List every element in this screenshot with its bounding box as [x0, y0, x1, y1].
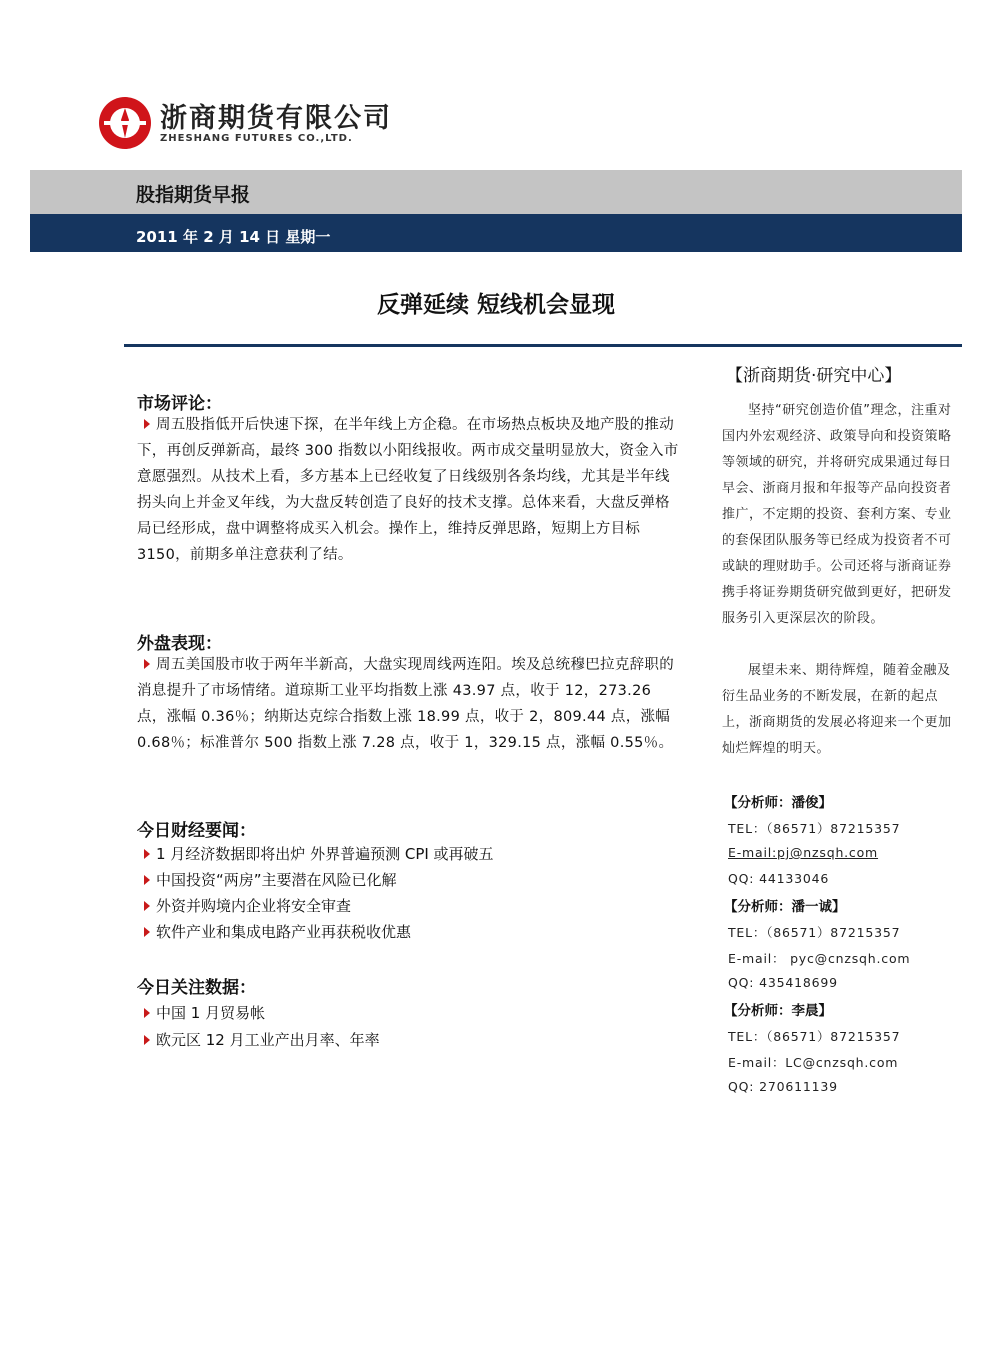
market-commentary-text: 周五股指低开后快速下探，在半年线上方企稳。在市场热点板块及地产股的推动下，再创反弹新高，最终 300 指数以小阳线报收。两市成交量明显放大，资金入市意愿强烈。从技术上看，多方基本上已经收复了日线级别各条均线，尤其是半年线拐头向上并金叉年线，为大盘反转创造了良好的技术支撑。总体来看，大盘反弹格局已经形成，盘中调整将成买入机会。操作上，维持反弹思路，短期上方目标 3150，前期多单注意获利了结。 [137, 417, 679, 563]
analyst-email[interactable]: E-mail：LC@cnzsqh.com [728, 1055, 899, 1070]
headline: 反弹延续 短线机会显现 [376, 292, 615, 318]
overseas-market-text: 周五美国股市收于两年半新高，大盘实现周线两连阳。埃及总统穆巴拉克辞职的消息提升了市场情绪。道琼斯工业平均指数上涨 43.97 点，收于 12，273.26 点，涨幅 0.36％；纳斯达克综合指数上涨 18.99 点，收于 2，809.44 点，涨幅 0.68％；标准普尔 500 指数上涨 7.28 点，收于 1，329.15 点，涨幅 0.55％。 [137, 657, 674, 751]
bullet-icon [144, 901, 150, 911]
company-name-en: ZHESHANG FUTURES CO.,LTD. [160, 133, 353, 144]
report-type: 股指期货早报 [136, 184, 251, 206]
news-item: 软件产业和集成电路产业再获税收优惠 [137, 921, 411, 942]
financial-news-title: 今日财经要闻： [137, 821, 256, 841]
news-item: 中国投资“两房”主要潜在风险已化解 [137, 869, 397, 890]
data-item: 中国 1 月贸易帐 [137, 1002, 265, 1023]
company-logo-icon [96, 94, 154, 152]
research-center-title: 【浙商期货·研究中心】 [726, 366, 902, 386]
bullet-icon [144, 927, 150, 937]
analyst-tel: TEL：（86571）87215357 [728, 821, 901, 836]
research-center-outlook: 展望未来、期待辉煌，随着金融及衍生品业务的不断发展，在新的起点上，浙商期货的发展必将迎来一个更加灿烂辉煌的明天。 [722, 663, 952, 756]
company-name-cn: 浙商期货有限公司 [160, 103, 392, 134]
news-item: 1 月经济数据即将出炉 外界普遍预测 CPI 或再破五 [137, 843, 494, 864]
bullet-icon [144, 1008, 150, 1018]
data-item: 欧元区 12 月工业产出月率、年率 [137, 1029, 380, 1050]
analyst-name: 【分析师：潘一诚】 [724, 899, 846, 915]
market-commentary-title: 市场评论： [137, 394, 222, 414]
overseas-market-title: 外盘表现： [137, 634, 222, 654]
analyst-name: 【分析师：李晨】 [724, 1003, 832, 1019]
bullet-icon [144, 1035, 150, 1045]
analyst-qq: QQ: 44133046 [728, 871, 830, 886]
bullet-icon [144, 419, 150, 429]
analyst-email[interactable]: E-mail:pj@nzsqh.com [728, 845, 879, 860]
analyst-name: 【分析师：潘俊】 [724, 795, 832, 811]
analyst-tel: TEL：（86571）87215357 [728, 1029, 901, 1044]
news-item: 外资并购境内企业将安全审查 [137, 895, 351, 916]
bullet-icon [144, 875, 150, 885]
analyst-email[interactable]: E-mail： pyc@cnzsqh.com [728, 951, 911, 966]
bullet-icon [144, 659, 150, 669]
bullet-icon [144, 849, 150, 859]
analyst-qq: QQ: 270611139 [728, 1079, 838, 1094]
research-center-intro: 坚持“研究创造价值”理念，注重对国内外宏观经济、政策导向和投资策略等领域的研究，并将研究成果通过每日早会、浙商月报和年报等产品向投资者推广，不定期的投资、套利方案、专业的套保团队服务等已经成为投资者不可或缺的理财助手。公司还将与浙商证券携手将证券期货研究做到更好，把研发服务引入更深层次的阶段。 [722, 403, 952, 626]
divider [124, 344, 962, 347]
analyst-qq: QQ: 435418699 [728, 975, 838, 990]
analyst-tel: TEL：（86571）87215357 [728, 925, 901, 940]
report-date: 2011 年 2 月 14 日 星期一 [136, 228, 331, 246]
data-watch-title: 今日关注数据： [137, 978, 256, 998]
